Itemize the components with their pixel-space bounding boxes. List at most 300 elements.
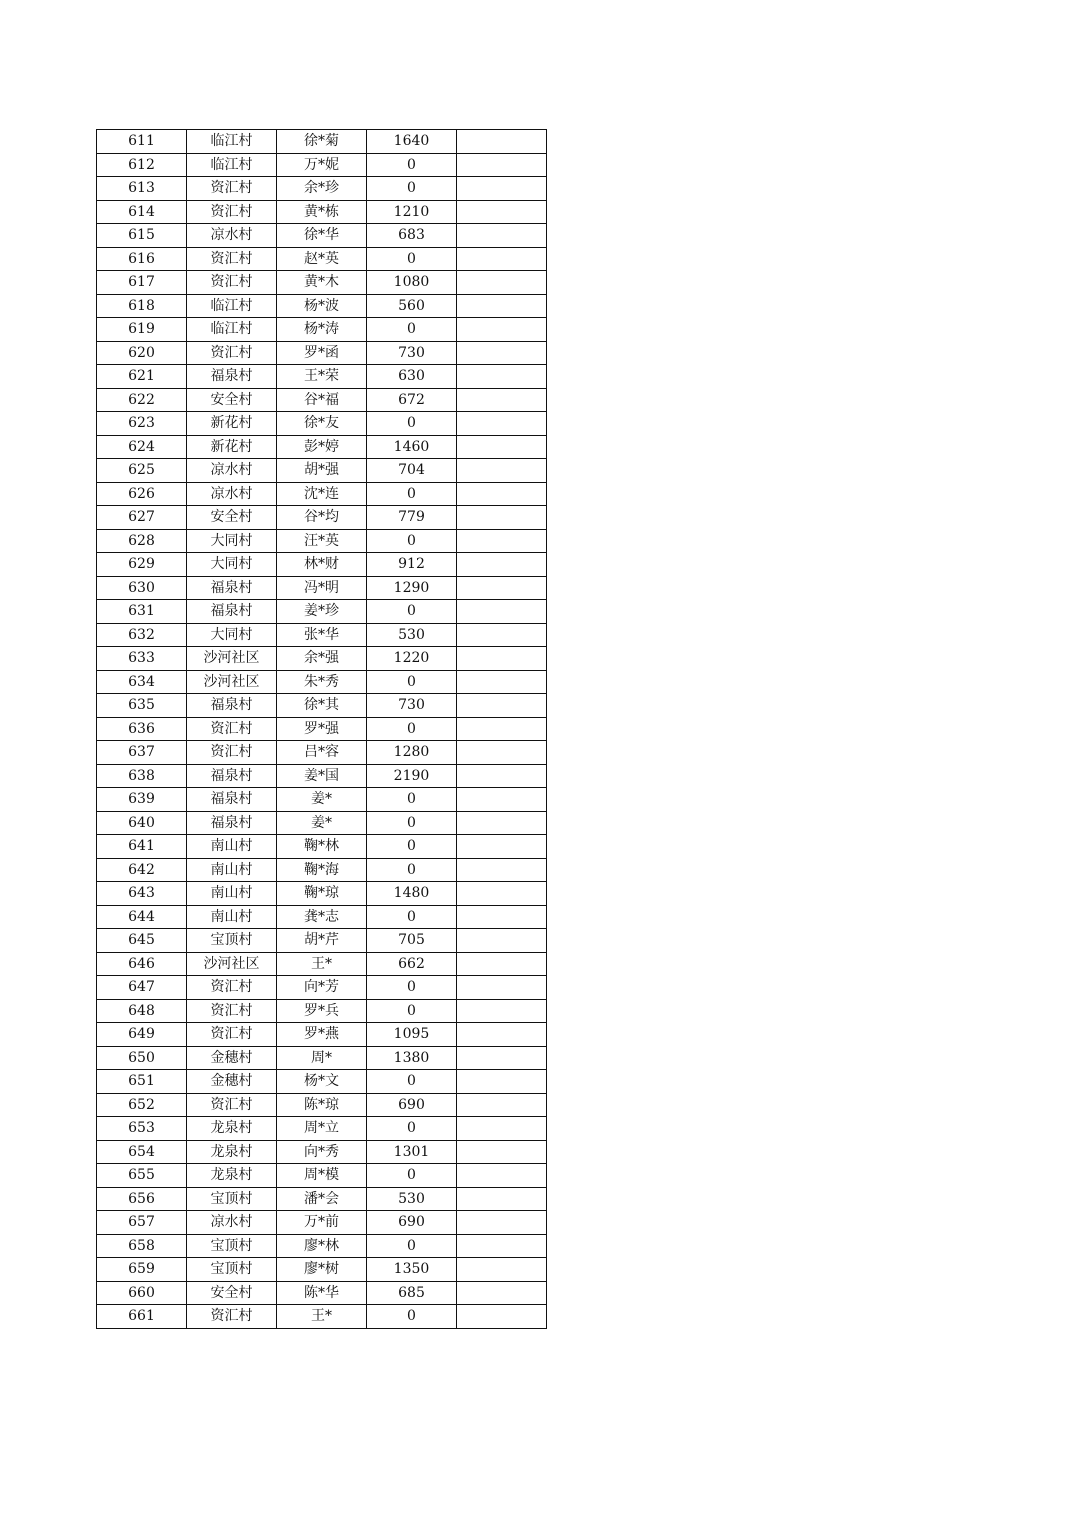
village-cell: 南山村 — [187, 882, 277, 906]
name-cell: 赵*英 — [277, 247, 367, 271]
row-number-cell: 623 — [97, 412, 187, 436]
table-row — [97, 952, 547, 976]
amount-cell: 662 — [367, 952, 457, 976]
table-row — [97, 1117, 547, 1141]
row-number-cell: 639 — [97, 788, 187, 812]
amount-cell: 0 — [367, 1305, 457, 1329]
table-row — [97, 153, 547, 177]
village-cell: 大同村 — [187, 553, 277, 577]
village-cell: 大同村 — [187, 529, 277, 553]
village-cell: 沙河社区 — [187, 952, 277, 976]
row-number-cell: 628 — [97, 529, 187, 553]
amount-cell: 1210 — [367, 200, 457, 224]
table-row — [97, 670, 547, 694]
row-number-cell: 619 — [97, 318, 187, 342]
village-cell: 宝顶村 — [187, 929, 277, 953]
table-row — [97, 341, 547, 365]
row-number-cell: 658 — [97, 1234, 187, 1258]
remark-cell — [457, 506, 547, 530]
row-number-cell: 636 — [97, 717, 187, 741]
amount-cell: 0 — [367, 670, 457, 694]
row-number-cell: 620 — [97, 341, 187, 365]
village-cell: 金穗村 — [187, 1046, 277, 1070]
row-number-cell: 642 — [97, 858, 187, 882]
name-cell: 姜* — [277, 811, 367, 835]
name-cell: 陈*琼 — [277, 1093, 367, 1117]
name-cell: 潘*会 — [277, 1187, 367, 1211]
village-cell: 安全村 — [187, 388, 277, 412]
row-number-cell: 657 — [97, 1211, 187, 1235]
remark-cell — [457, 1234, 547, 1258]
row-number-cell: 654 — [97, 1140, 187, 1164]
amount-cell: 704 — [367, 459, 457, 483]
row-number-cell: 629 — [97, 553, 187, 577]
remark-cell — [457, 224, 547, 248]
village-cell: 龙泉村 — [187, 1164, 277, 1188]
village-cell: 沙河社区 — [187, 647, 277, 671]
village-cell: 资汇村 — [187, 741, 277, 765]
amount-cell: 0 — [367, 788, 457, 812]
amount-cell: 0 — [367, 858, 457, 882]
village-cell: 资汇村 — [187, 1023, 277, 1047]
table-row — [97, 1234, 547, 1258]
remark-cell — [457, 1187, 547, 1211]
name-cell: 余*珍 — [277, 177, 367, 201]
row-number-cell: 632 — [97, 623, 187, 647]
amount-cell: 0 — [367, 318, 457, 342]
amount-cell: 1380 — [367, 1046, 457, 1070]
name-cell: 陈*华 — [277, 1281, 367, 1305]
table-row — [97, 858, 547, 882]
amount-cell: 0 — [367, 600, 457, 624]
table-row — [97, 177, 547, 201]
amount-cell: 0 — [367, 177, 457, 201]
amount-cell: 0 — [367, 1117, 457, 1141]
row-number-cell: 630 — [97, 576, 187, 600]
name-cell: 鞠*琼 — [277, 882, 367, 906]
amount-cell: 630 — [367, 365, 457, 389]
village-cell: 资汇村 — [187, 247, 277, 271]
remark-cell — [457, 435, 547, 459]
name-cell: 罗*函 — [277, 341, 367, 365]
row-number-cell: 638 — [97, 764, 187, 788]
amount-cell: 0 — [367, 247, 457, 271]
village-cell: 沙河社区 — [187, 670, 277, 694]
table-row — [97, 1211, 547, 1235]
amount-cell: 1301 — [367, 1140, 457, 1164]
row-number-cell: 656 — [97, 1187, 187, 1211]
table-row — [97, 318, 547, 342]
village-cell: 凉水村 — [187, 224, 277, 248]
amount-cell: 0 — [367, 717, 457, 741]
row-number-cell: 625 — [97, 459, 187, 483]
remark-cell — [457, 647, 547, 671]
row-number-cell: 651 — [97, 1070, 187, 1094]
village-cell: 临江村 — [187, 153, 277, 177]
village-cell: 福泉村 — [187, 365, 277, 389]
remark-cell — [457, 1046, 547, 1070]
name-cell: 周*模 — [277, 1164, 367, 1188]
name-cell: 王* — [277, 952, 367, 976]
amount-cell: 1350 — [367, 1258, 457, 1282]
amount-cell: 1640 — [367, 130, 457, 154]
village-cell: 南山村 — [187, 905, 277, 929]
amount-cell: 705 — [367, 929, 457, 953]
table-row — [97, 741, 547, 765]
village-cell: 宝顶村 — [187, 1234, 277, 1258]
village-cell: 南山村 — [187, 835, 277, 859]
row-number-cell: 640 — [97, 811, 187, 835]
village-cell: 安全村 — [187, 1281, 277, 1305]
name-cell: 张*华 — [277, 623, 367, 647]
row-number-cell: 648 — [97, 999, 187, 1023]
remark-cell — [457, 576, 547, 600]
village-cell: 福泉村 — [187, 764, 277, 788]
remark-cell — [457, 130, 547, 154]
remark-cell — [457, 1117, 547, 1141]
table-row — [97, 482, 547, 506]
remark-cell — [457, 1305, 547, 1329]
name-cell: 杨*波 — [277, 294, 367, 318]
name-cell: 罗*燕 — [277, 1023, 367, 1047]
village-cell: 安全村 — [187, 506, 277, 530]
row-number-cell: 624 — [97, 435, 187, 459]
remark-cell — [457, 600, 547, 624]
name-cell: 王* — [277, 1305, 367, 1329]
row-number-cell: 646 — [97, 952, 187, 976]
remark-cell — [457, 670, 547, 694]
amount-cell: 690 — [367, 1211, 457, 1235]
remark-cell — [457, 1258, 547, 1282]
name-cell: 罗*兵 — [277, 999, 367, 1023]
table-row — [97, 224, 547, 248]
table-row — [97, 905, 547, 929]
table-row — [97, 835, 547, 859]
name-cell: 周* — [277, 1046, 367, 1070]
village-cell: 资汇村 — [187, 1305, 277, 1329]
remark-cell — [457, 341, 547, 365]
village-cell: 福泉村 — [187, 788, 277, 812]
amount-cell: 1095 — [367, 1023, 457, 1047]
remark-cell — [457, 929, 547, 953]
village-cell: 福泉村 — [187, 811, 277, 835]
remark-cell — [457, 318, 547, 342]
amount-cell: 1290 — [367, 576, 457, 600]
spreadsheet-page — [96, 129, 547, 1329]
table-row — [97, 1187, 547, 1211]
name-cell: 鞠*林 — [277, 835, 367, 859]
table-row — [97, 388, 547, 412]
name-cell: 谷*福 — [277, 388, 367, 412]
name-cell: 徐*其 — [277, 694, 367, 718]
table-row — [97, 1305, 547, 1329]
name-cell: 王*荣 — [277, 365, 367, 389]
row-number-cell: 626 — [97, 482, 187, 506]
amount-cell: 685 — [367, 1281, 457, 1305]
row-number-cell: 649 — [97, 1023, 187, 1047]
table-row — [97, 717, 547, 741]
row-number-cell: 618 — [97, 294, 187, 318]
table-row — [97, 764, 547, 788]
name-cell: 万*前 — [277, 1211, 367, 1235]
village-cell: 龙泉村 — [187, 1117, 277, 1141]
table-row — [97, 271, 547, 295]
name-cell: 黄*栋 — [277, 200, 367, 224]
table-row — [97, 882, 547, 906]
remark-cell — [457, 811, 547, 835]
name-cell: 姜*国 — [277, 764, 367, 788]
amount-cell: 0 — [367, 1070, 457, 1094]
name-cell: 罗*强 — [277, 717, 367, 741]
table-row — [97, 412, 547, 436]
remark-cell — [457, 623, 547, 647]
village-cell: 临江村 — [187, 318, 277, 342]
row-number-cell: 622 — [97, 388, 187, 412]
row-number-cell: 659 — [97, 1258, 187, 1282]
name-cell: 姜* — [277, 788, 367, 812]
table-row — [97, 130, 547, 154]
row-number-cell: 660 — [97, 1281, 187, 1305]
row-number-cell: 615 — [97, 224, 187, 248]
village-cell: 资汇村 — [187, 200, 277, 224]
amount-cell: 0 — [367, 1234, 457, 1258]
remark-cell — [457, 1093, 547, 1117]
table-row — [97, 1258, 547, 1282]
table-row — [97, 529, 547, 553]
table-row — [97, 1093, 547, 1117]
amount-cell: 0 — [367, 529, 457, 553]
village-cell: 凉水村 — [187, 459, 277, 483]
name-cell: 徐*友 — [277, 412, 367, 436]
remark-cell — [457, 200, 547, 224]
row-number-cell: 627 — [97, 506, 187, 530]
remark-cell — [457, 694, 547, 718]
village-cell: 金穗村 — [187, 1070, 277, 1094]
table-row — [97, 1164, 547, 1188]
remark-cell — [457, 1281, 547, 1305]
row-number-cell: 645 — [97, 929, 187, 953]
amount-cell: 0 — [367, 835, 457, 859]
amount-cell: 560 — [367, 294, 457, 318]
remark-cell — [457, 271, 547, 295]
remark-cell — [457, 247, 547, 271]
village-cell: 大同村 — [187, 623, 277, 647]
row-number-cell: 621 — [97, 365, 187, 389]
name-cell: 吕*容 — [277, 741, 367, 765]
row-number-cell: 644 — [97, 905, 187, 929]
village-cell: 临江村 — [187, 130, 277, 154]
name-cell: 朱*秀 — [277, 670, 367, 694]
amount-cell: 672 — [367, 388, 457, 412]
row-number-cell: 611 — [97, 130, 187, 154]
remark-cell — [457, 976, 547, 1000]
name-cell: 沈*连 — [277, 482, 367, 506]
remark-cell — [457, 788, 547, 812]
table-row — [97, 294, 547, 318]
amount-cell: 0 — [367, 153, 457, 177]
amount-cell: 730 — [367, 341, 457, 365]
row-number-cell: 650 — [97, 1046, 187, 1070]
village-cell: 资汇村 — [187, 1093, 277, 1117]
row-number-cell: 652 — [97, 1093, 187, 1117]
remark-cell — [457, 294, 547, 318]
row-number-cell: 655 — [97, 1164, 187, 1188]
village-cell: 资汇村 — [187, 717, 277, 741]
name-cell: 胡*强 — [277, 459, 367, 483]
amount-cell: 912 — [367, 553, 457, 577]
remark-cell — [457, 1070, 547, 1094]
amount-cell: 1220 — [367, 647, 457, 671]
table-row — [97, 976, 547, 1000]
remark-cell — [457, 835, 547, 859]
name-cell: 徐*华 — [277, 224, 367, 248]
village-cell: 宝顶村 — [187, 1258, 277, 1282]
row-number-cell: 614 — [97, 200, 187, 224]
name-cell: 向*芳 — [277, 976, 367, 1000]
village-cell: 福泉村 — [187, 600, 277, 624]
table-row — [97, 553, 547, 577]
remark-cell — [457, 741, 547, 765]
village-cell: 福泉村 — [187, 694, 277, 718]
name-cell: 汪*英 — [277, 529, 367, 553]
row-number-cell: 634 — [97, 670, 187, 694]
amount-cell: 2190 — [367, 764, 457, 788]
amount-cell: 690 — [367, 1093, 457, 1117]
remark-cell — [457, 553, 547, 577]
amount-cell: 0 — [367, 482, 457, 506]
name-cell: 廖*树 — [277, 1258, 367, 1282]
row-number-cell: 612 — [97, 153, 187, 177]
name-cell: 彭*婷 — [277, 435, 367, 459]
name-cell: 黄*木 — [277, 271, 367, 295]
amount-cell: 1460 — [367, 435, 457, 459]
remark-cell — [457, 999, 547, 1023]
table-row — [97, 999, 547, 1023]
name-cell: 冯*明 — [277, 576, 367, 600]
row-number-cell: 647 — [97, 976, 187, 1000]
table-row — [97, 1140, 547, 1164]
village-cell: 资汇村 — [187, 271, 277, 295]
table-row — [97, 200, 547, 224]
table-row — [97, 435, 547, 459]
remark-cell — [457, 177, 547, 201]
remark-cell — [457, 388, 547, 412]
table-row — [97, 1046, 547, 1070]
name-cell: 龚*志 — [277, 905, 367, 929]
remark-cell — [457, 529, 547, 553]
remark-cell — [457, 153, 547, 177]
remark-cell — [457, 905, 547, 929]
village-cell: 资汇村 — [187, 341, 277, 365]
village-cell: 凉水村 — [187, 1211, 277, 1235]
table-row — [97, 788, 547, 812]
village-cell: 福泉村 — [187, 576, 277, 600]
table-row — [97, 576, 547, 600]
village-cell: 凉水村 — [187, 482, 277, 506]
table-row — [97, 647, 547, 671]
table-row — [97, 247, 547, 271]
table-row — [97, 929, 547, 953]
village-cell: 资汇村 — [187, 999, 277, 1023]
table-row — [97, 1281, 547, 1305]
name-cell: 杨*文 — [277, 1070, 367, 1094]
name-cell: 徐*菊 — [277, 130, 367, 154]
amount-cell: 1280 — [367, 741, 457, 765]
name-cell: 余*强 — [277, 647, 367, 671]
row-number-cell: 643 — [97, 882, 187, 906]
village-cell: 宝顶村 — [187, 1187, 277, 1211]
remark-cell — [457, 482, 547, 506]
table-row — [97, 1023, 547, 1047]
name-cell: 谷*均 — [277, 506, 367, 530]
row-number-cell: 635 — [97, 694, 187, 718]
village-cell: 新花村 — [187, 435, 277, 459]
amount-cell: 0 — [367, 1164, 457, 1188]
name-cell: 周*立 — [277, 1117, 367, 1141]
name-cell: 向*秀 — [277, 1140, 367, 1164]
amount-cell: 730 — [367, 694, 457, 718]
table-row — [97, 506, 547, 530]
village-cell: 资汇村 — [187, 177, 277, 201]
row-number-cell: 633 — [97, 647, 187, 671]
amount-cell: 0 — [367, 811, 457, 835]
remark-cell — [457, 717, 547, 741]
amount-cell: 530 — [367, 623, 457, 647]
remark-cell — [457, 1164, 547, 1188]
amount-cell: 779 — [367, 506, 457, 530]
table-row — [97, 623, 547, 647]
amount-cell: 0 — [367, 412, 457, 436]
remark-cell — [457, 365, 547, 389]
name-cell: 鞠*海 — [277, 858, 367, 882]
remark-cell — [457, 952, 547, 976]
amount-cell: 530 — [367, 1187, 457, 1211]
row-number-cell: 641 — [97, 835, 187, 859]
name-cell: 廖*林 — [277, 1234, 367, 1258]
name-cell: 姜*珍 — [277, 600, 367, 624]
remark-cell — [457, 764, 547, 788]
row-number-cell: 653 — [97, 1117, 187, 1141]
village-cell: 龙泉村 — [187, 1140, 277, 1164]
table-row — [97, 600, 547, 624]
village-cell: 资汇村 — [187, 976, 277, 1000]
name-cell: 杨*涛 — [277, 318, 367, 342]
row-number-cell: 631 — [97, 600, 187, 624]
row-number-cell: 613 — [97, 177, 187, 201]
remark-cell — [457, 1023, 547, 1047]
amount-cell: 0 — [367, 976, 457, 1000]
remark-cell — [457, 1211, 547, 1235]
village-cell: 新花村 — [187, 412, 277, 436]
row-number-cell: 617 — [97, 271, 187, 295]
amount-cell: 1080 — [367, 271, 457, 295]
row-number-cell: 637 — [97, 741, 187, 765]
remark-cell — [457, 459, 547, 483]
table-row — [97, 459, 547, 483]
remark-cell — [457, 412, 547, 436]
name-cell: 胡*芹 — [277, 929, 367, 953]
remark-cell — [457, 858, 547, 882]
data-table — [96, 129, 547, 1329]
amount-cell: 683 — [367, 224, 457, 248]
amount-cell: 0 — [367, 905, 457, 929]
amount-cell: 1480 — [367, 882, 457, 906]
table-row — [97, 1070, 547, 1094]
remark-cell — [457, 882, 547, 906]
remark-cell — [457, 1140, 547, 1164]
table-row — [97, 811, 547, 835]
village-cell: 临江村 — [187, 294, 277, 318]
